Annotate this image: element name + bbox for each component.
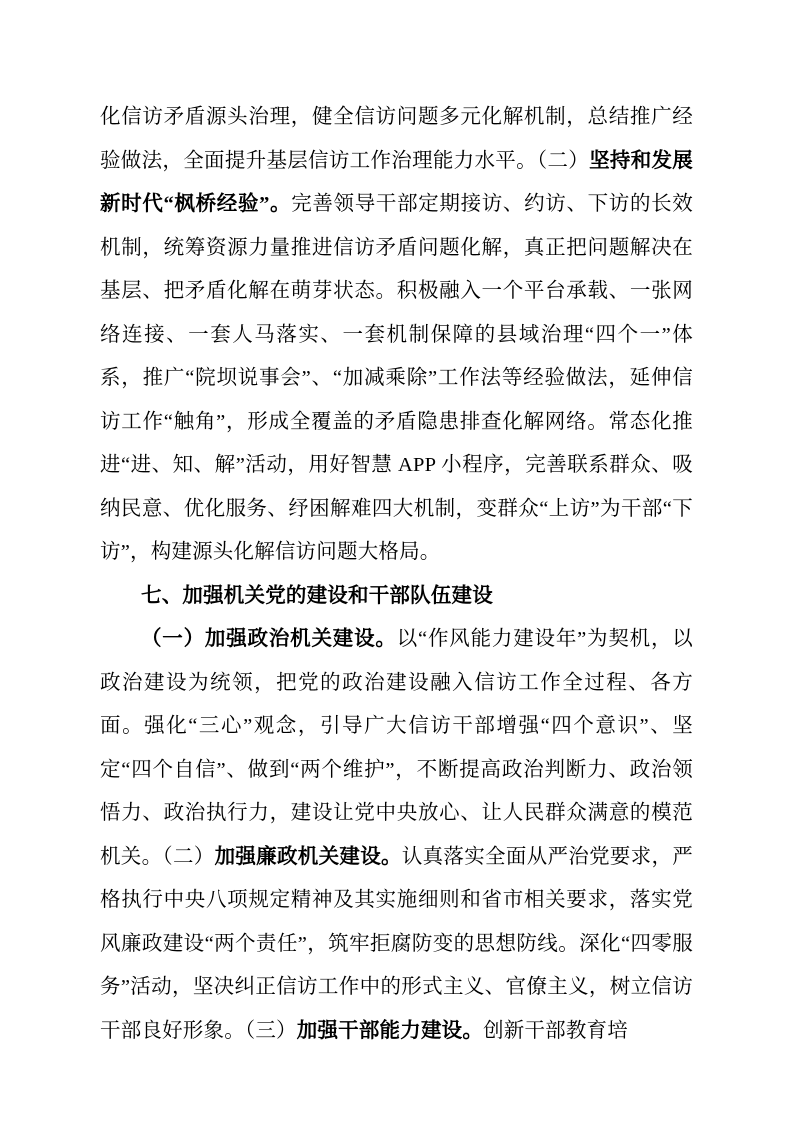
- emphasis-run: 加强干部能力建设。: [296, 1019, 484, 1042]
- emphasis-run: （一）加强政治机关建设。: [141, 628, 397, 650]
- text-run: 化信访矛盾源头治理，健全信访问题多元化解机制，总结推广经验做法，全面提升基层信访工作治理能力水平。（二）: [100, 106, 693, 172]
- emphasis-run: 加强廉政机关建设。: [214, 845, 402, 868]
- text-run: 认真落实全面从严治党要求，严格执行中央八项规定精神及其实施细则和省市相关要求，落实党风廉政建设“两个责任”，筑牢拒腐防变的思想防线。深化“四零服务”活动，坚决纠正信访工作中的形式主义、官僚主义，树立信访干部良好形象。（三）: [100, 845, 693, 1042]
- emphasis-run: 七、加强机关党的建设和干部队伍建设: [141, 584, 493, 607]
- section-heading: [100, 575, 693, 619]
- paragraph-continued-text: [100, 96, 693, 575]
- text-run: 以“作风能力建设年”为契机，以政治建设为统领，把党的政治建设融入信访工作全过程、各方面。强化“三心”观念，引导广大信访干部增强“四个意识”、坚定“四个自信”、做到“两个维护”，不断提高政治判断力、政治领悟力、政治执行力，建设让党中央放心、让人民群众满意的模范机关。（二）: [100, 628, 693, 868]
- paragraph-political-organ: [100, 618, 693, 1053]
- text-run: 完善领导干部定期接访、约访、下访的长效机制，统筹资源力量推进信访矛盾问题化解，真正把问题解决在基层、把矛盾化解在萌芽状态。积极融入一个平台承载、一张网络连接、一套人马落实、一套机制保障的县域治理“四个一”体系，推广“院坝说事会”、“加减乘除”工作法等经验做法，延伸信访工作“触角”，形成全覆盖的矛盾隐患排查化解网络。常态化推进“进、知、解”活动，用好智慧 APP 小程序，完善联系群众、吸纳民意、优化服务、纾困解难四大机制，变群众“上访”为干部“下访”，构建源头化解信访问题大格局。: [100, 193, 693, 563]
- document-body: [100, 96, 693, 1053]
- text-run: 创新干部教育培: [483, 1019, 628, 1042]
- emphasis-run: 坚持和发展新时代“枫桥经验”。: [100, 149, 693, 215]
